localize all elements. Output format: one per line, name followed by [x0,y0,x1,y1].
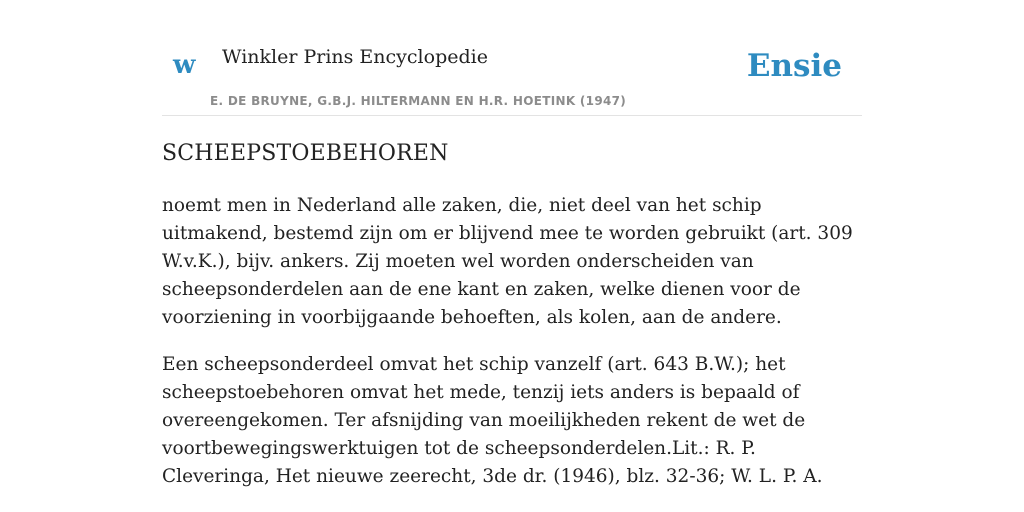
article-paragraph-2: Een scheepsonderdeel omvat het schip vanzelf (art. 643 B.W.); het scheepstoebehoren omvat het mede, tenzij iets anders is bepaald of overeengekomen. Ter afsnijding van moeilijkheden rekent de wet de voortbewegingswerktuigen tot de scheepsonderdelen.Lit.: R. P. Cleveringa, Het nieuwe zeerecht, 3de dr. (1946), blz. 32-36; W. L. P. A. [162,354,823,487]
article-paragraph-1: noemt men in Nederland alle zaken, die, niet deel van het schip uitmakend, bestemd zijn om er blijvend mee te worden gebruikt (art. 309 W.v.K.), bijv. ankers. Zij moeten wel worden onderscheiden van scheepsonderdelen aan de ene kant en zaken, welke dienen voor de voorziening in voorbijgaande behoeften, als kolen, aan de andere. [162,195,853,328]
article-headword: SCHEEPSTOEBEHOREN [162,141,449,166]
encyclopedia-title[interactable]: Winkler Prins Encyclopedie [222,46,488,68]
site-header [162,0,862,116]
authors-line: E. DE BRUYNE, G.B.J. HILTERMANN EN H.R. HOETINK (1947) [210,94,627,108]
ensie-logo[interactable]: Ensie [746,48,842,84]
encyclopedia-logo-icon[interactable]: w [173,50,196,80]
